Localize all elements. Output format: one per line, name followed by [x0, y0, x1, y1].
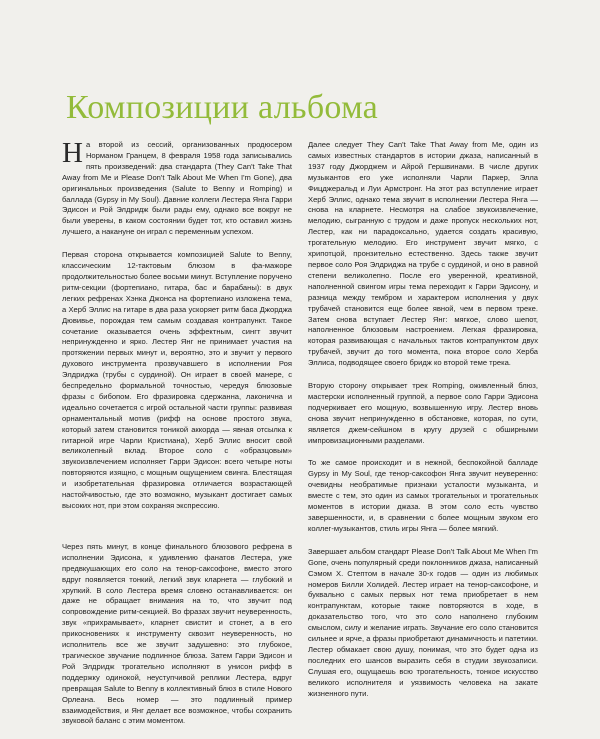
- page-title: Композиции альбома: [66, 88, 379, 126]
- paragraph: Завершает альбом стандарт Please Don't Talk About Me When I'm Gone, очень популярный среди поклонников джаза, написанный Сэмом Х. Стептом в начале 30-х годов — один из любимых номеров Билли Холидей. Лестер играет на тенор-саксофоне, и буквально с самых первых нот тема приобретает в нем контрапунктам, которые также повторяются в ходе, в доказательство того, что это соло наполнено глубоким смыслом, силу и желание играть. Звучание его соло становится сильнее и ярче, а фразы приобретают динамичность и патетики. Лестер обмакает свою душу, понимая, что это будет одна из последних его шансов выразить себя в студии звукозаписи. Слушая его, ощущаешь всю трогательность, тонкое искусство великого исполнителя и уязвимость человека на закате жизненного пути.: [308, 546, 538, 698]
- paragraph: Первая сторона открывается композицией Salute to Benny, классическим 12-тактовым блюзом в фа-мажоре продолжительностью более восьми минут. Вступление поручено ритм-секции (фортепиано, гитара, бас и барабаны): в двух легких рефренах Хэнка Джонса на фортепиано изложена тема, а Херб Эллис на гитаре в два раза ускоряет ритм баса Джорджа Дювивье, порождая тем самым создавая контрапункт. Такое сочетание оказывается очень эффектным, сингт звучит непринужденно и ярко. Лестер Янг не принимает участия на протяжении первых минут и, вероятно, это и звучит у первого духового инструмента прозвучавшего в исполнении Роя Элдриджа (трубы с сурдиной). Он играет в своей манере, с беспредельно формальной точностью, чередуя блюзовые фразы с бибопом. Его фразировка сдержанна, лаконична и идеально сочетается с игрой остальной части группы: развивая орнаментальный мотив (рифф на основе простого звука, который затем становится тоникой аккорда — явная отсылка к гитарной игре Чарли Кристиана), Херб Эллис вносит свой великолепный вклад. Второе соло с «образцовым» звукоизвлечением исполняет Гарри Эдисон: всего четыре ноты повторяются изящно, с мощным ощущением свинга. Блестящая и изобретательная фразировка отличается возрастающей настойчивостью, где это возможно, музыкант достигает самых высоких нот, при этом сохраняя экспрессию.: [62, 250, 292, 510]
- drop-cap: Н: [62, 137, 83, 169]
- paragraph: Через пять минут, в конце финального блюзового рефрена в исполнении Эдисона, к удивлению фанатов Лестера, уже предвкушающих его соло на тенор-саксофоне, вместо этого вдруг появляется тонкий, легкий звук кларнета — глубокий и хрупкий. В соло Лестера время словно останавливается: он даже не обращает внимания на то, что звучит под сопровождение ритм-секцией. Во фразах звучит неуверенность, звук «прихрамывает», кларнет свистит и стонет, а в его прикосновениях к инструменту сквозит неуверенность, но исполнитель все же звучит задушевно: это глубокое, трагическое звучание подлинное блюза. Затем Гарри Эдисон и Рой Элдридж трогательно исполняют в унисон рифф в поддержку одинокой, неуступчивой реплики Лестера, вдруг превращая Salute to Benny в коллективный блюз в стиле Нового Орлеана. Весь номер — это подлинный пример взаимодействия, и Янг делает все возможное, чтобы сохранить звуковой баланс с этим моментом.: [62, 541, 292, 726]
- paragraph: [62, 137, 292, 238]
- right-column: [308, 140, 538, 712]
- paragraph-text: а второй из сессий, организованных продюсером Норманом Гранцем, 8 февраля 1958 года записывались пять произведений: два стандарта (They Can't Take That Away from Me и Please Don't Talk About Me When I'm Gone), два оригинальных произведения (Salute to Benny и Romping) и баллада (Gypsy in My Soul). Давние коллеги Лестера Янга Гарри Эдисон и Рой Элдридж были рады ему, однако все вокруг не были уверены, в каком состоянии будет тот, кто оставил жизнь лучшего, а накануне он играл с переменным успехом.: [62, 140, 292, 237]
- paragraph: То же самое происходит и в нежной, беспокойной балладе Gypsy in My Soul, где тенор-саксофон Янга звучит неуверенно: очевидны необратимые признаки усталости музыканта, и вместе с тем, это один из самых трогательных и трогательных моментов в истории джаза. В этом соло есть чувство завершенности, и, в сравнении с более мощным звуком его коллег-музыкантов, стиль игры Янга — более мягкий.: [308, 458, 538, 533]
- left-column: [62, 137, 292, 739]
- paragraph: Далее следует They Can't Take That Away from Me, один из самых известных стандартов в истории джаза, написанный в 1937 году Джорджем и Айрой Гершвинами. В числе других музыкантов его уже исполняли Чарли Паркер, Элла Фицджеральд и Луи Армстронг. На этот раз вступление играет Херб Эллис, однако тема звучит в исполнении Лестера Янга — снова на кларнете. Несмотря на слабое звукоизвлечение, мелодию, сыгранную с трудом и даже пропуск нескольких нот, Лестер, как ни парадоксально, удается создать красивую, трогательную мелодию. Его инструмент звучит мягко, с хрипотцой, пронзительно естественно. Здесь также звучит первое соло Роя Элдриджа на трубе с сурдиной, и оно в равной степени великолепно. После его уверенной, креативной, наполненной свингом игры тема переходит к Гарри Эдисону, и разница между тембром и характером исполнения у двух трубачей становится еще более явной, чем в первом треке. Затем снова вступает Лестер Янг: мягкое, слово шепот, наполненное блюзовым настроением. Легкая фразировка, которая развивающая с начальных тактов контрапунктом двух трубачей, звучит до того момента, пока второе соло Херба Эллиса, подводящее своего бридж ко второй теме трека.: [308, 140, 538, 368]
- paragraph: Вторую сторону открывает трек Romping, оживленный блюз, мастерски исполненный группой, а первое соло Гарри Эдисона подчеркивает его мощную, возвышенную игру. Лестер вновь снова звучит непринужденно в обстановке, которая, по сути, является джем-сейшном в кругу друзей с обширными импровизационными разделами.: [308, 381, 538, 445]
